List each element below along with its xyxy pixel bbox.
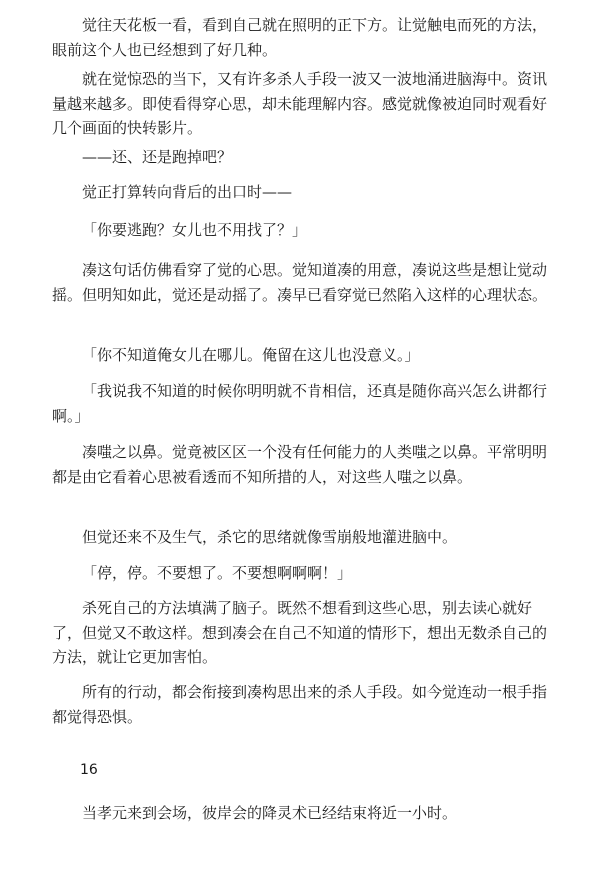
dialogue-line: 「我说我不知道的时候你明明就不肯相信，还真是随你高兴怎么讲都行啊。」 (52, 382, 548, 425)
paragraph: 但觉还来不及生气，杀它的思绪就像雪崩般地灌进脑中。 (82, 528, 458, 546)
paragraph: 就在觉惊恐的当下，又有许多杀人手段一波又一波地涌进脑海中。资讯量越来越多。即使看得穿心思，却未能理解内容。感觉就像被迫同时观看好几个画面的快转影片。 (52, 70, 548, 137)
paragraph: 觉往天花板一看，看到自己就在照明的正下方。让觉触电而死的方法，眼前这个人也已经想到了好几种。 (52, 16, 548, 59)
paragraph: 当孝元来到会场，彼岸会的降灵术已经结束将近一小时。 (82, 804, 458, 822)
paragraph: 觉正打算转向背后的出口时—— (82, 183, 293, 201)
section-number: 16 (80, 762, 98, 778)
paragraph: 凑嗤之以鼻。觉竟被区区一个没有任何能力的人类嗤之以鼻。平常明明都是由它看着心思被看透而不知所措的人，对这些人嗤之以鼻。 (52, 443, 548, 486)
paragraph: ——还、还是跑掉吧？ (82, 148, 233, 166)
paragraph: 杀死自己的方法填满了脑子。既然不想看到这些心思，别去读心就好了，但觉又不敢这样。想到凑会在自己不知道的情形下，想出无数杀自己的方法，就让它更加害怕。 (52, 599, 548, 666)
dialogue-line: 「你要逃跑？女儿也不用找了？」 (82, 221, 308, 239)
dialogue-line: 「停，停。不要想了。不要想啊啊啊！」 (82, 564, 353, 582)
dialogue-line: 「你不知道俺女儿在哪儿。俺留在这儿也没意义。」 (82, 346, 420, 364)
paragraph: 所有的行动，都会衔接到凑构思出来的杀人手段。如今觉连动一根手指都觉得恐惧。 (52, 683, 548, 726)
paragraph: 凑这句话仿佛看穿了觉的心思。觉知道凑的用意，凑说这些是想让觉动摇。但明知如此，觉还是动摇了。凑早已看穿觉已然陷入这样的心理状态。 (52, 261, 548, 304)
